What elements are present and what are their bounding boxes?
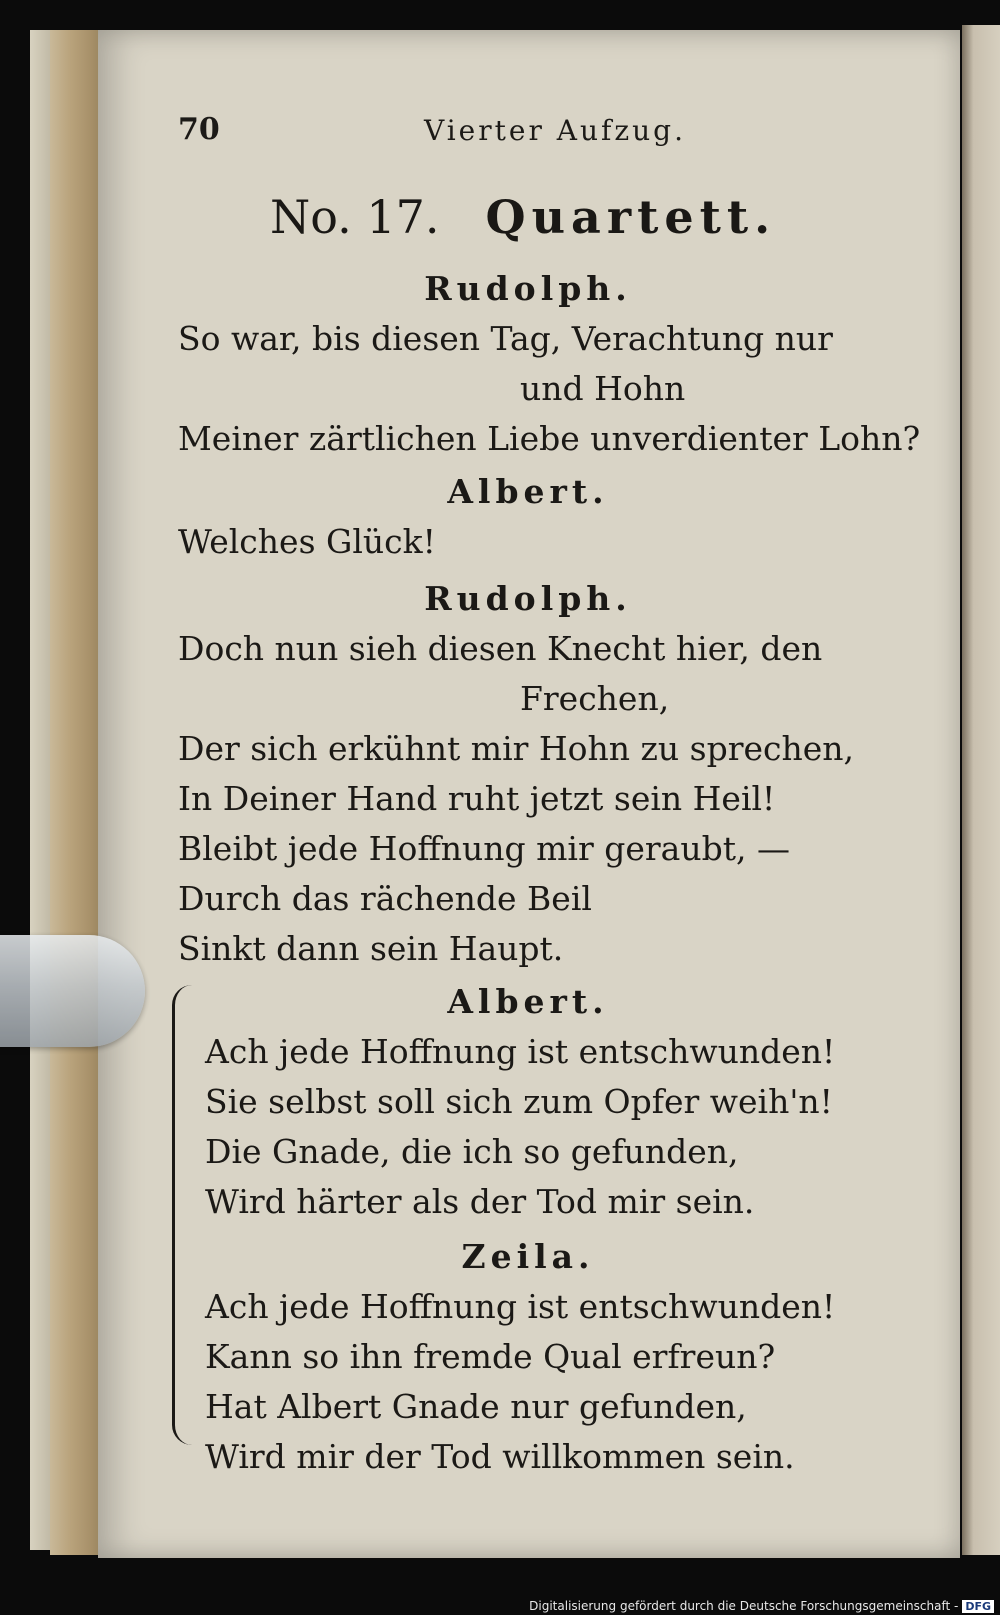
page-header <box>178 112 878 152</box>
speaker-rudolph: Rudolph. <box>424 269 632 308</box>
ensemble-bracket <box>172 985 197 1445</box>
credit-text: Digitalisierung gefördert durch die Deutsche Forschungsgemeinschaft - <box>529 1599 959 1613</box>
speaker-albert: Albert. <box>447 472 609 511</box>
verse-line: Doch nun sieh diesen Knecht hier, den <box>178 629 823 668</box>
page-clip <box>0 935 145 1047</box>
verse-line: Meiner zärtlichen Liebe unverdienter Lohn? <box>178 419 921 458</box>
facing-page-edge <box>962 25 1000 1555</box>
verse-line: Die Gnade, die ich so gefunden, <box>205 1132 739 1171</box>
verse-line: Sinkt dann sein Haupt. <box>178 929 564 968</box>
verse-line: Wird mir der Tod willkommen sein. <box>205 1437 795 1476</box>
verse-line: Ach jede Hoffnung ist entschwunden! <box>205 1032 836 1071</box>
digitization-credit <box>529 1599 994 1613</box>
dfg-logo: DFG <box>962 1600 994 1613</box>
verse-line: Hat Albert Gnade nur gefunden, <box>205 1387 747 1426</box>
section-title <box>270 190 870 244</box>
section-number: No. 17. <box>270 190 440 244</box>
section-name: Quartett. <box>485 190 777 244</box>
speaker-rudolph: Rudolph. <box>424 579 632 618</box>
book-gutter <box>50 30 100 1555</box>
verse-line: Frechen, <box>520 679 670 718</box>
verse-line: Ach jede Hoffnung ist entschwunden! <box>205 1287 836 1326</box>
verse-line: In Deiner Hand ruht jetzt sein Heil! <box>178 779 776 818</box>
verse-line: Sie selbst soll sich zum Opfer weih'n! <box>205 1082 833 1121</box>
verse-line: Bleibt jede Hoffnung mir geraubt, — <box>178 829 790 868</box>
verse-line: Durch das rächende Beil <box>178 879 592 918</box>
speaker-albert: Albert. <box>447 982 609 1021</box>
verse-line: Wird härter als der Tod mir sein. <box>205 1182 755 1221</box>
verse-line: und Hohn <box>520 369 686 408</box>
verse-line: Kann so ihn fremde Qual erfreun? <box>205 1337 776 1376</box>
verse-line: So war, bis diesen Tag, Verachtung nur <box>178 319 833 358</box>
verse-line: Welches Glück! <box>178 522 436 561</box>
verse-line: Der sich erkühnt mir Hohn zu sprechen, <box>178 729 855 768</box>
page-number: 70 <box>178 112 220 147</box>
running-head: Vierter Aufzug. <box>424 114 686 147</box>
speaker-zeila: Zeila. <box>461 1237 595 1276</box>
page-stack-left-edge <box>30 30 52 1550</box>
